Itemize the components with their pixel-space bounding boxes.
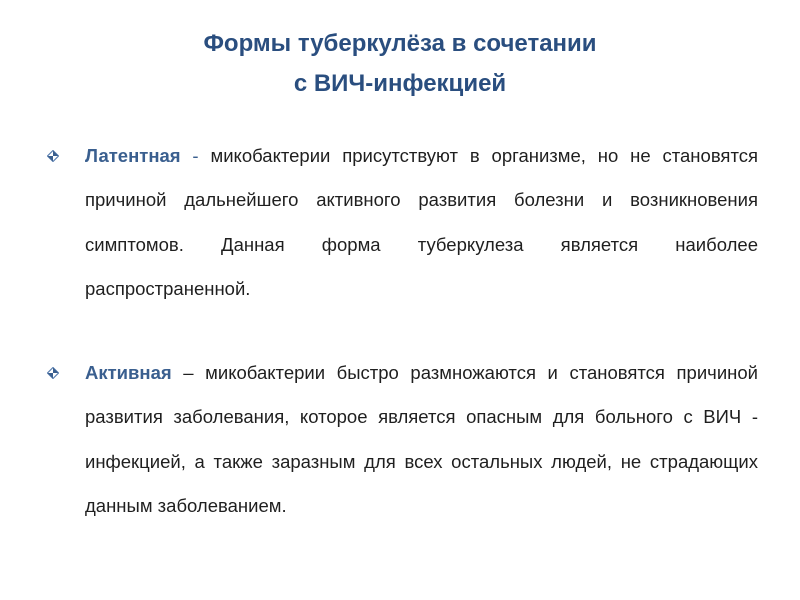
bullet-item-latent bbox=[40, 134, 758, 311]
diamond-bullet-icon bbox=[47, 367, 59, 379]
bullet-list bbox=[40, 134, 780, 528]
bullet-item-active bbox=[40, 351, 758, 528]
bullet-term-active: Активная bbox=[85, 362, 172, 384]
slide-title bbox=[0, 24, 800, 104]
bullet-separator: – bbox=[171, 362, 206, 384]
bullet-text-latent: микобактерии присутствуют в организме, но не становятся причиной дальнейшего активного развития болезни и возникновения симптомов. Данная форма туберкулеза является наиболее распространенной. bbox=[85, 145, 758, 299]
slide-title-line-1: Формы туберкулёза в сочетании bbox=[203, 30, 597, 57]
diamond-bullet-icon bbox=[47, 150, 59, 162]
slide-title-line-2: с ВИЧ-инфекцией bbox=[293, 70, 507, 97]
bullet-separator: - bbox=[180, 145, 211, 166]
bullet-term-latent: Латентная bbox=[85, 145, 181, 166]
bullet-text-active: микобактерии быстро размножаются и становятся причиной развития заболевания, которое является опасным для больного с ВИЧ - инфекцией, а также заразным для всех остальных людей, не страдающих данным заболеванием. bbox=[85, 362, 758, 517]
